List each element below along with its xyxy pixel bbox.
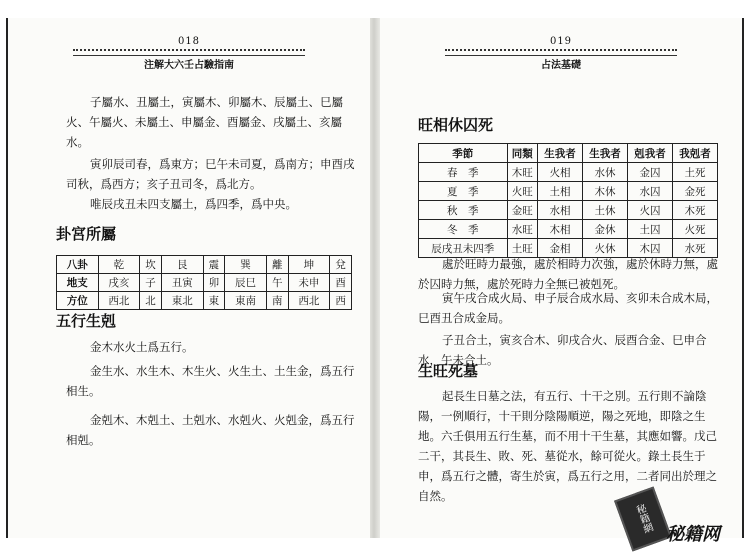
- gua-palace-table: [56, 255, 352, 310]
- right-page: [380, 18, 744, 538]
- table-cell: 木旺: [507, 163, 537, 182]
- table-cell: 土死: [672, 163, 717, 182]
- paragraph: 寅午戌合成火局、申子辰合成水局、亥卯未合成木局，巳酉丑合成金局。: [418, 291, 718, 325]
- table-cell: 金相: [538, 239, 583, 258]
- table-cell: 季節: [419, 144, 508, 163]
- table-row: [419, 144, 718, 163]
- paragraph: 子屬水、丑屬土，寅屬木、卯屬木、辰屬土、巳屬火、午屬火、未屬土、申屬金、酉屬金、戌屬土、亥屬水。: [66, 95, 343, 149]
- table-cell: 金囚: [628, 163, 673, 182]
- table-cell: 春 季: [419, 163, 508, 182]
- section-heading: 生旺死墓: [418, 362, 479, 380]
- table-cell: 金死: [672, 182, 717, 201]
- table-cell: 酉: [330, 274, 352, 292]
- table-cell: 生我者: [583, 144, 628, 163]
- left-page: [6, 18, 370, 538]
- table-cell: 水休: [583, 163, 628, 182]
- header-ornament: [73, 49, 305, 56]
- table-cell: 戌亥: [98, 274, 140, 292]
- table-cell: 火休: [583, 239, 628, 258]
- table-cell: 水旺: [507, 220, 537, 239]
- table-cell: 東: [203, 292, 225, 310]
- table-cell: 冬 季: [419, 220, 508, 239]
- table-cell: 土囚: [628, 220, 673, 239]
- table-cell: 西北: [288, 292, 330, 310]
- table-cell: 兌: [330, 256, 352, 274]
- table-cell: 方位: [57, 292, 99, 310]
- table-cell: 土休: [583, 201, 628, 220]
- table-row: [419, 220, 718, 239]
- section-heading: 五行生剋: [56, 312, 117, 330]
- table-cell: 西北: [98, 292, 140, 310]
- table-cell: 坤: [288, 256, 330, 274]
- table-cell: 辰巳: [225, 274, 267, 292]
- table-cell: 生我者: [538, 144, 583, 163]
- table-cell: 辰戌丑未四季: [419, 239, 508, 258]
- table-cell: 地支: [57, 274, 99, 292]
- table-cell: 秋 季: [419, 201, 508, 220]
- table-cell: 金旺: [507, 201, 537, 220]
- table-cell: 金休: [583, 220, 628, 239]
- table-row: [57, 274, 352, 292]
- table-cell: 東北: [161, 292, 203, 310]
- table-cell: 北: [140, 292, 162, 310]
- table-cell: 土旺: [507, 239, 537, 258]
- table-cell: 剋我者: [628, 144, 673, 163]
- running-head: 注解大六壬占驗指南: [144, 60, 234, 71]
- table-cell: 火死: [672, 220, 717, 239]
- stamp-text: 秘籍網: [632, 503, 654, 535]
- table-cell: 木囚: [628, 239, 673, 258]
- table-cell: 坎: [140, 256, 162, 274]
- table-cell: 水囚: [628, 182, 673, 201]
- table-cell: 木死: [672, 201, 717, 220]
- table-cell: 火相: [538, 163, 583, 182]
- table-cell: 南: [266, 292, 288, 310]
- table-cell: 巽: [225, 256, 267, 274]
- table-cell: 火旺: [507, 182, 537, 201]
- table-row: [419, 201, 718, 220]
- paragraph: 唯辰戌丑未四支屬土，爲四季，爲中央。: [90, 197, 297, 211]
- header-ornament: [445, 49, 677, 56]
- section-heading: 旺相休囚死: [418, 116, 494, 134]
- page-number: 018: [177, 36, 201, 47]
- table-cell: 同類: [507, 144, 537, 163]
- table-cell: 木相: [538, 220, 583, 239]
- table-cell: 離: [266, 256, 288, 274]
- table-cell: 卯: [203, 274, 225, 292]
- table-cell: 土相: [538, 182, 583, 201]
- paragraph: 金木水火土爲五行。: [90, 340, 194, 354]
- paragraph: 處於旺時力最強，處於相時力次強，處於休時力無，處於囚時力無，處於死時力全無已被剋死。: [418, 257, 718, 291]
- paragraph: 子丑合土，寅亥合木、卯戌合火、辰酉合金、巳申合水，午未合土。: [418, 333, 707, 367]
- table-cell: 水相: [538, 201, 583, 220]
- paragraph: 金生水、水生木、木生火、火生土、土生金，爲五行相生。: [66, 364, 355, 398]
- page-number: 019: [549, 36, 573, 47]
- table-row: [419, 163, 718, 182]
- watermark: 秘籍网: [666, 524, 720, 545]
- table-cell: 未申: [288, 274, 330, 292]
- table-cell: 火囚: [628, 201, 673, 220]
- paragraph: 金剋木、木剋土、土剋水、水剋火、火剋金，爲五行相剋。: [66, 413, 355, 447]
- table-cell: 震: [203, 256, 225, 274]
- paragraph: 寅卯辰司春，爲東方；巳午未司夏，爲南方；申酉戌司秋，爲西方；亥子丑司冬，爲北方。: [66, 157, 355, 191]
- table-row: [57, 292, 352, 310]
- table-cell: 西: [330, 292, 352, 310]
- table-cell: 午: [266, 274, 288, 292]
- table-cell: 木休: [583, 182, 628, 201]
- table-cell: 我剋者: [672, 144, 717, 163]
- table-cell: 水死: [672, 239, 717, 258]
- table-cell: 丑寅: [161, 274, 203, 292]
- table-cell: 夏 季: [419, 182, 508, 201]
- table-row: [57, 256, 352, 274]
- section-heading: 卦宮所屬: [56, 225, 117, 243]
- table-cell: 子: [140, 274, 162, 292]
- table-cell: 東南: [225, 292, 267, 310]
- table-cell: 乾: [98, 256, 140, 274]
- wang-xiang-table: [418, 143, 718, 258]
- table-cell: 艮: [161, 256, 203, 274]
- paragraph: 起長生日墓之法，有五行、十干之別。五行則不論陰陽，一例順行，十干則分陰陽順逆，陽之死地，即陰之生地。六壬俱用五行生墓，而不用十干生墓，其應如響。戊己二干，其長生、敗、死、墓從水，餘可從火。錄土長生于申，爲五行之體，寄生於寅，爲五行之用，二者同出於理之自然。: [418, 389, 717, 503]
- running-head: 占法基礎: [541, 60, 581, 71]
- table-row: [419, 182, 718, 201]
- table-cell: 八卦: [57, 256, 99, 274]
